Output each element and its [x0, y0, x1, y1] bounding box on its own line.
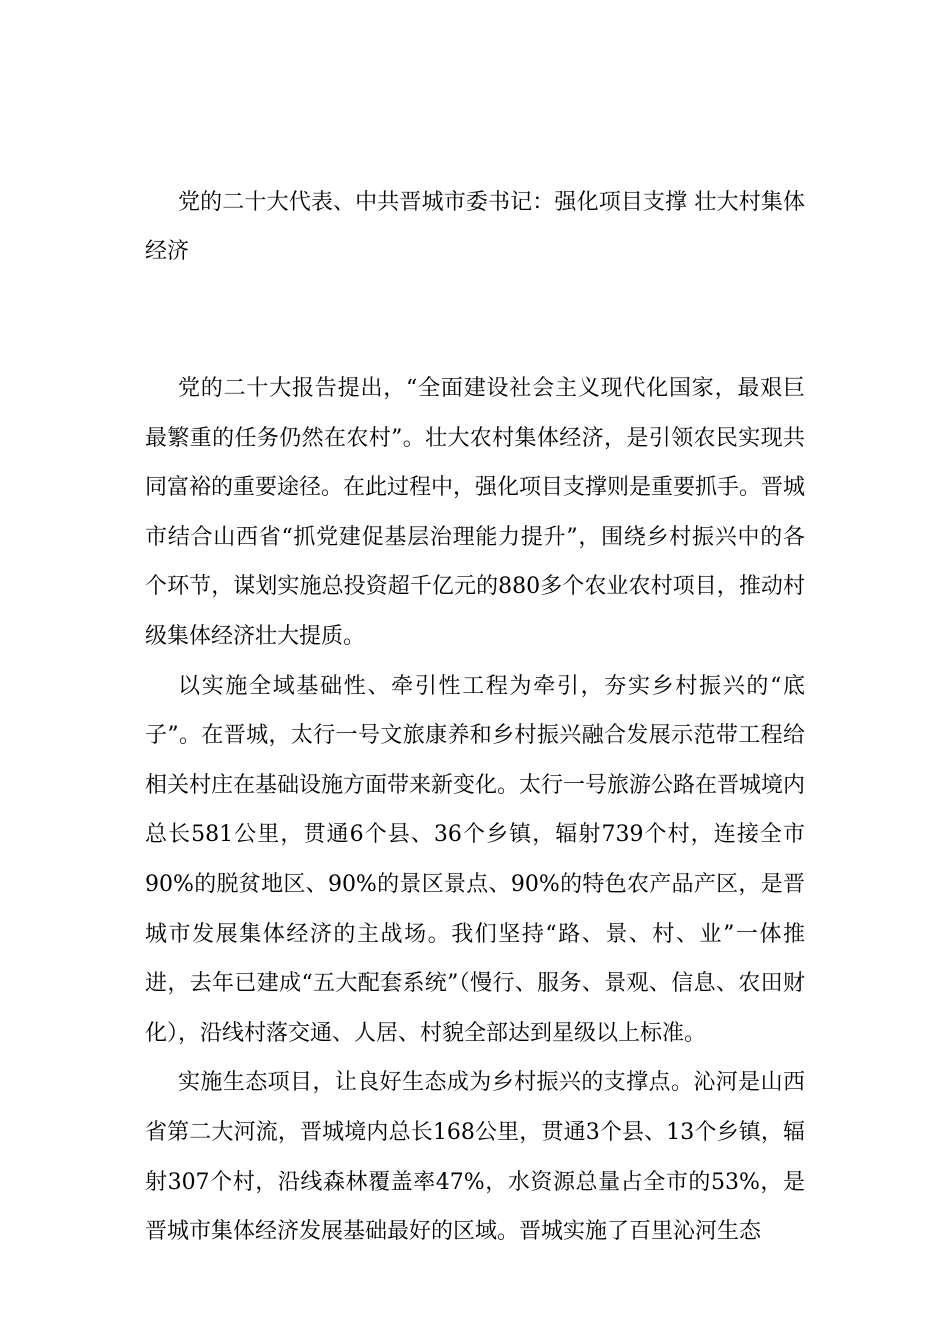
paragraph-1: 党的二十大报告提出，“全面建设社会主义现代化国家，最艰巨最繁重的任务仍然在农村”。壮大农村集体经济，是引领农民实现共同富裕的重要途径。在此过程中，强化项目支撑则是重要抓手。晋城市结合山西省“抓党建促基层治理能力提升”，围绕乡村振兴中的各个环节，谋划实施总投资超千亿元的880多个农业农村项目，推动村级集体经济壮大提质。	[145, 376, 806, 649]
paragraph-2: 以实施全域基础性、牵引性工程为牵引，夯实乡村振兴的“底子”。在晋城，太行一号文旅康养和乡村振兴融合发展示范带工程给相关村庄在基础设施方面带来新变化。太行一号旅游公路在晋城境内总长581公里，贯通6个县、36个乡镇，辐射739个村，连接全市90%的脱贫地区、90%的景区景点、90%的特色农产品产区，是晋城市发展集体经济的主战场。我们坚持“路、景、村、业”一体推进，去年已建成“五大配套系统”（慢行、服务、景观、信息、农田财化），沿线村落交通、人居、村貌全部达到星级以上标准。	[145, 673, 806, 1046]
title-spacer	[145, 276, 805, 364]
paragraph-3: 实施生态项目，让良好生态成为乡村振兴的支撑点。沁河是山西省第二大河流，晋城境内总长168公里，贯通3个县、13个乡镇，辐射307个村，沿线森林覆盖率47%，水资源总量占全市的53%，是晋城市集体经济发展基础最好的区域。晋城实施了百里沁河生态	[145, 1070, 806, 1245]
document-body	[145, 178, 805, 1257]
article-title: 党的二十大代表、中共晋城市委书记：强化项目支撑 壮大村集体经济	[145, 190, 805, 264]
